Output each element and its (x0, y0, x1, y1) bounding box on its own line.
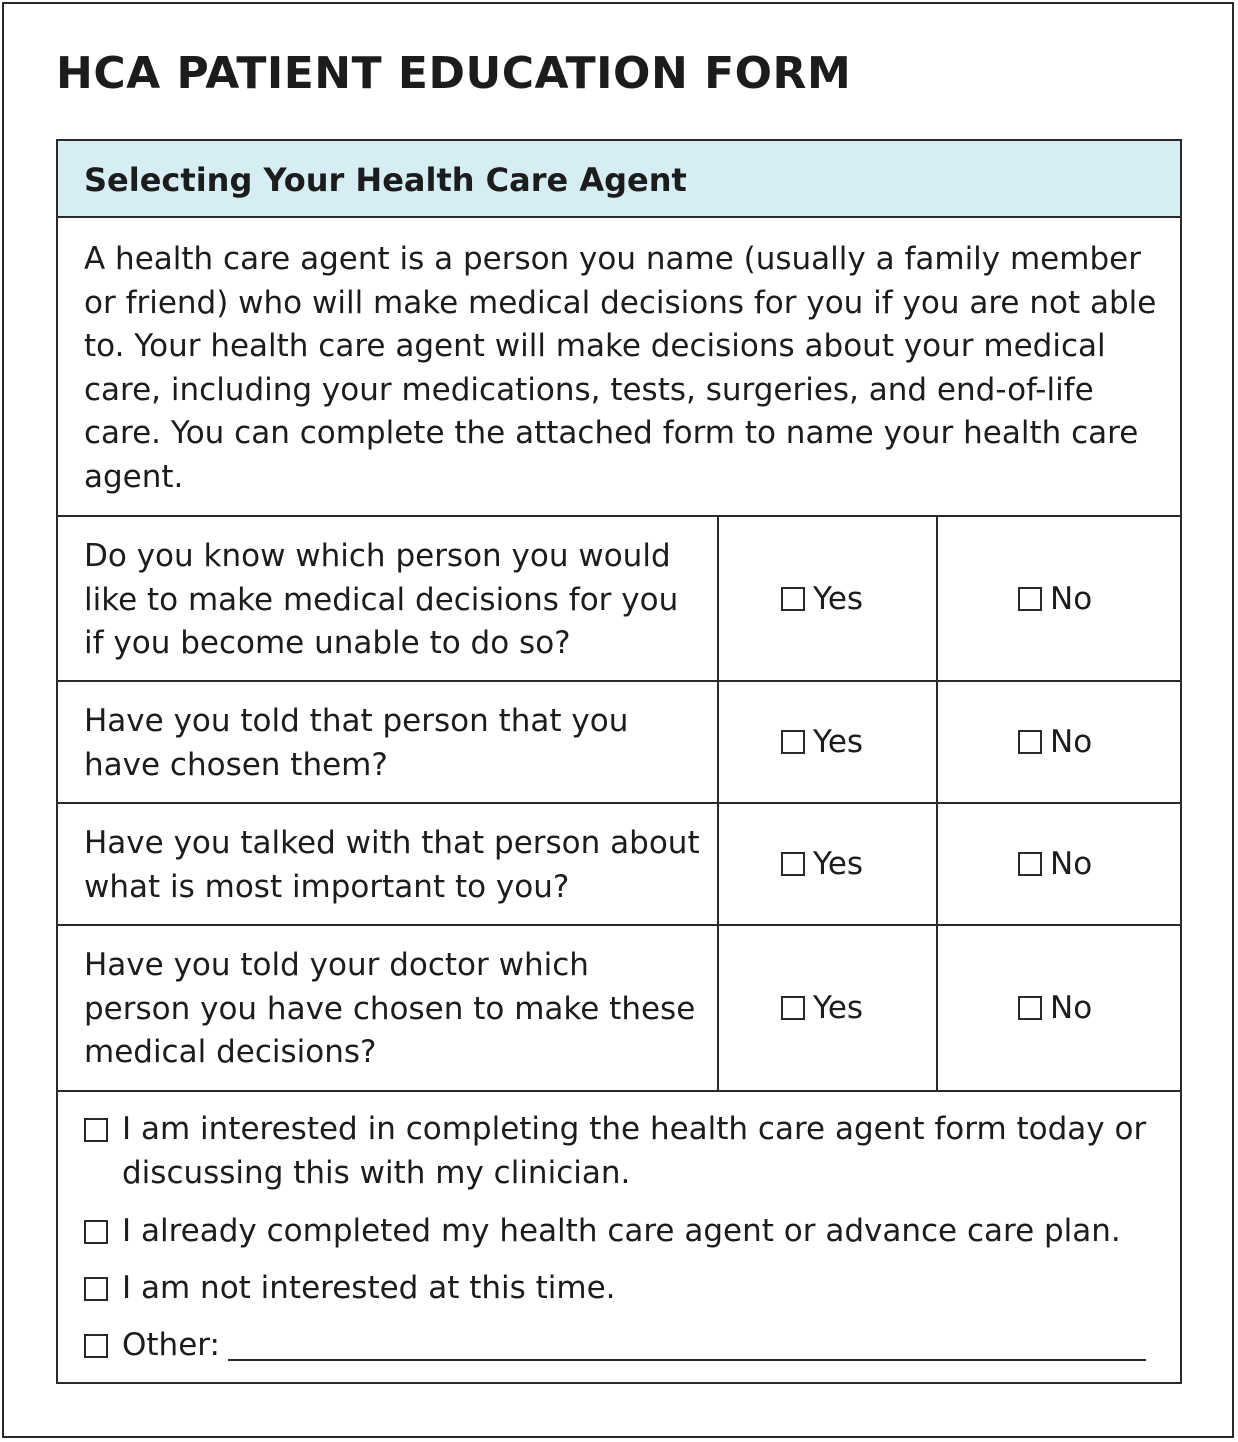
question-row-4 (58, 926, 1180, 1092)
no-option[interactable] (1018, 846, 1092, 882)
form-table (56, 139, 1182, 1384)
yes-label: Yes (813, 580, 864, 617)
intro-text: A health care agent is a person you name (usually a family member or friend) who will make medical decisions for you if you are not able to. Your health care agent will make decisions about your medical care, including your medications, tests, surgeries, and end-of-life care. You can complete the attached form to name your health care agent. (84, 241, 1157, 495)
question-cell (58, 804, 719, 924)
question-cell (58, 682, 719, 802)
no-checkbox[interactable] (1018, 852, 1042, 876)
question-row-2 (58, 682, 1180, 804)
question-cell (58, 926, 719, 1090)
no-cell (938, 682, 1180, 802)
yes-label: Yes (813, 724, 864, 760)
interest-choices (58, 1092, 1180, 1382)
no-cell (938, 804, 1180, 924)
choice-text: I already completed my health care agent or advance care plan. (122, 1213, 1121, 1249)
choice-other-row (122, 1324, 1164, 1368)
no-label: No (1050, 990, 1093, 1026)
yes-cell (719, 804, 938, 924)
choice-checkbox[interactable] (84, 1334, 108, 1358)
choice-interested[interactable] (84, 1108, 1164, 1195)
choice-not-interested[interactable] (84, 1267, 1164, 1311)
yes-option[interactable] (781, 581, 863, 617)
choice-text: I am interested in completing the health care agent form today or discussing this with my clinician. (122, 1111, 1147, 1191)
yes-checkbox[interactable] (781, 996, 805, 1020)
no-option[interactable] (1018, 581, 1092, 617)
yes-label: Yes (813, 846, 864, 882)
choice-checkbox[interactable] (84, 1277, 108, 1301)
no-checkbox[interactable] (1018, 730, 1042, 754)
form-title: HCA PATIENT EDUCATION FORM (56, 48, 852, 99)
no-option[interactable] (1018, 724, 1092, 760)
yes-checkbox[interactable] (781, 730, 805, 754)
no-label: No (1050, 724, 1093, 760)
yes-checkbox[interactable] (781, 852, 805, 876)
choice-checkbox[interactable] (84, 1118, 108, 1142)
choice-already-completed[interactable] (84, 1210, 1164, 1254)
no-label: No (1050, 846, 1093, 882)
no-cell (938, 517, 1180, 680)
yes-cell (719, 682, 938, 802)
yes-cell (719, 517, 938, 680)
choice-text: Other: (122, 1327, 220, 1363)
yes-checkbox[interactable] (781, 587, 805, 611)
no-checkbox[interactable] (1018, 587, 1042, 611)
other-write-in-line[interactable] (228, 1358, 1146, 1361)
section-heading: Selecting Your Health Care Agent (84, 161, 687, 199)
no-cell (938, 926, 1180, 1090)
question-text: Have you told your doctor which person you have chosen to make these medical decisions? (84, 947, 696, 1071)
choice-checkbox[interactable] (84, 1220, 108, 1244)
question-text: Do you know which person you would like to make medical decisions for you if you become unable to do so? (84, 538, 679, 662)
no-label: No (1050, 580, 1093, 617)
no-option[interactable] (1018, 990, 1092, 1026)
choice-other[interactable] (84, 1324, 1164, 1368)
question-cell (58, 517, 719, 680)
question-row-1 (58, 517, 1180, 682)
choice-text: I am not interested at this time. (122, 1270, 616, 1306)
section-header (58, 141, 1180, 218)
question-text: Have you talked with that person about what is most important to you? (84, 825, 700, 905)
question-text: Have you told that person that you have chosen them? (84, 703, 629, 783)
no-checkbox[interactable] (1018, 996, 1042, 1020)
question-row-3 (58, 804, 1180, 926)
yes-cell (719, 926, 938, 1090)
intro-cell (58, 218, 1180, 517)
yes-label: Yes (813, 990, 864, 1026)
yes-option[interactable] (781, 724, 863, 760)
yes-option[interactable] (781, 990, 863, 1026)
yes-option[interactable] (781, 846, 863, 882)
